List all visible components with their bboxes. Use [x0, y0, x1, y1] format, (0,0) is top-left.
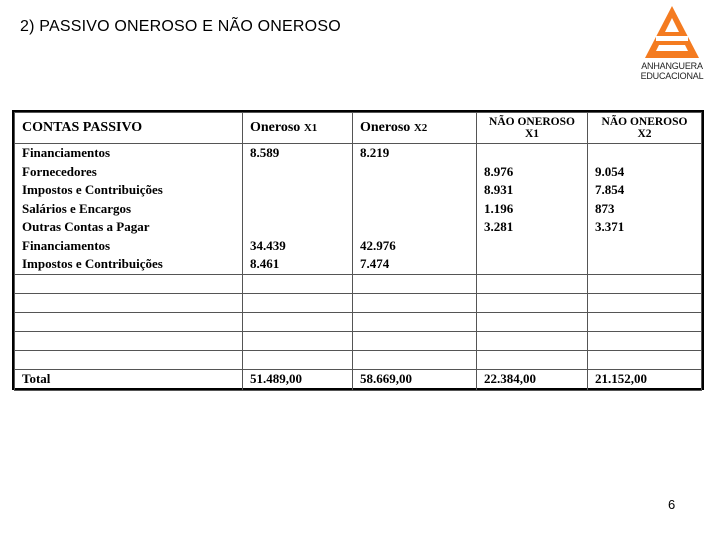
value: 1.196 [484, 200, 514, 216]
total-oneroso-x1: 51.489,00 [243, 369, 353, 390]
value: 42.976 [360, 237, 396, 253]
oneroso-x1-cell [243, 144, 353, 275]
value [595, 144, 694, 163]
anhanguera-logo [634, 5, 710, 83]
value: 3.281 [484, 219, 514, 234]
table-row [15, 144, 702, 275]
value [360, 218, 469, 237]
account-label: Financiamentos [22, 145, 111, 160]
slide-title: 2) PASSIVO ONEROSO E NÃO ONEROSO [20, 18, 341, 35]
value [360, 181, 469, 200]
value: 8.931 [484, 182, 514, 197]
header-nao-oneroso-x2: NÃO ONEROSO X2 [588, 113, 702, 144]
logo-text-line2: EDUCACIONAL [640, 71, 704, 81]
header-nao-oneroso-x1: NÃO ONEROSO X1 [477, 113, 588, 144]
account-label: Fornecedores [22, 163, 97, 179]
value: 7.474 [360, 256, 390, 271]
value [250, 200, 345, 219]
value [250, 181, 345, 200]
value: 8.461 [250, 256, 280, 271]
account-label: Financiamentos [22, 237, 111, 253]
total-nao-oneroso-x2: 21.152,00 [588, 369, 702, 390]
total-label: Total [15, 369, 243, 390]
account-label: Impostos e Contribuições [22, 256, 163, 271]
value: 8.219 [360, 145, 390, 160]
value: 873 [595, 200, 615, 216]
value: 34.439 [250, 237, 286, 253]
total-oneroso-x2: 58.669,00 [353, 369, 477, 390]
empty-row [15, 350, 702, 369]
total-nao-oneroso-x1: 22.384,00 [477, 369, 588, 390]
value [250, 163, 345, 182]
value [250, 218, 345, 237]
empty-row [15, 331, 702, 350]
value [360, 200, 469, 219]
page-number: 6 [668, 497, 676, 512]
value [484, 144, 580, 163]
empty-row [15, 274, 702, 293]
passivo-table [12, 110, 704, 390]
table-header-row [15, 113, 702, 144]
accounts-cell [15, 144, 243, 275]
header-oneroso-x2: Oneroso X2 [353, 113, 477, 144]
empty-row [15, 312, 702, 331]
value [360, 163, 469, 182]
empty-row [15, 293, 702, 312]
nao-oneroso-x1-cell [477, 144, 588, 275]
header-oneroso-x1: Oneroso X1 [243, 113, 353, 144]
triangle-logo-icon [644, 5, 700, 59]
account-label: Impostos e Contribuições [22, 182, 163, 197]
oneroso-x2-cell [353, 144, 477, 275]
value: 7.854 [595, 182, 625, 197]
account-label: Outras Contas a Pagar [22, 219, 150, 234]
account-label: Salários e Encargos [22, 200, 132, 216]
total-row [15, 369, 702, 390]
value: 8.589 [250, 145, 280, 160]
header-contas-passivo: CONTAS PASSIVO [15, 113, 243, 144]
value: 3.371 [595, 219, 625, 234]
value: 9.054 [595, 163, 625, 179]
logo-text-line1: ANHANGUERA [641, 61, 703, 71]
nao-oneroso-x2-cell [588, 144, 702, 275]
value: 8.976 [484, 163, 514, 179]
